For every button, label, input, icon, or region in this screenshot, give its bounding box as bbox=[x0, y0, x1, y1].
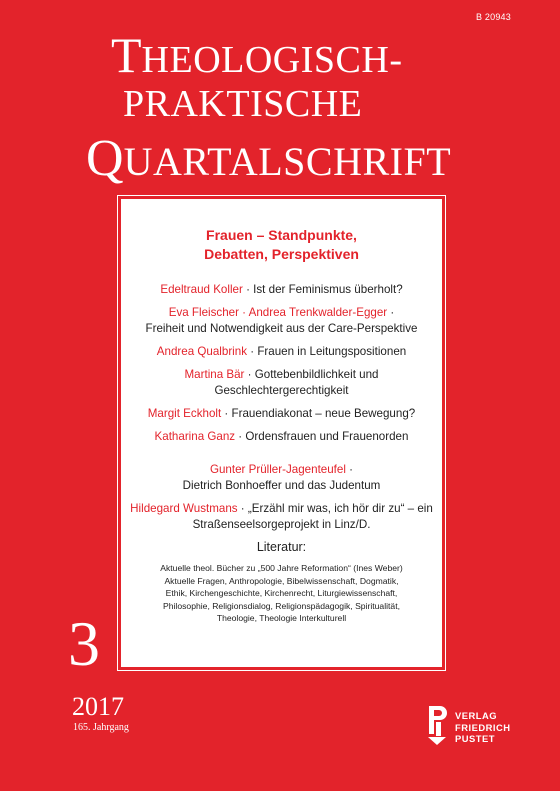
theme-line: Frauen – Standpunkte, bbox=[206, 227, 357, 243]
title-line-3 bbox=[86, 130, 452, 187]
article-title: Freiheit und Notwendigkeit aus der Care-Perspektive bbox=[145, 322, 418, 335]
article-title: „Erzähl mir was, ich hör dir zu“ – ein Straßenseelsorgeprojekt in Linz/D. bbox=[192, 502, 433, 531]
article-title: Ordensfrauen und Frauenorden bbox=[245, 430, 409, 443]
issue-year: 2017 bbox=[72, 692, 124, 721]
article-author: Hildegard Wustmans bbox=[130, 502, 238, 515]
publisher-line: VERLAG bbox=[455, 710, 498, 721]
separator: · bbox=[237, 502, 248, 515]
separator: · bbox=[247, 345, 258, 358]
publisher-name bbox=[455, 710, 511, 745]
article-title: Frauendiakonat – neue Bewegung? bbox=[231, 407, 416, 420]
title-initial: T bbox=[111, 27, 142, 83]
title-line-1 bbox=[111, 27, 403, 83]
issue-number: 3 bbox=[68, 608, 100, 679]
article-author: Edeltraud Koller bbox=[160, 283, 243, 296]
article-title: Ist der Feminismus überholt? bbox=[253, 283, 403, 296]
article-author: Katharina Ganz bbox=[154, 430, 236, 443]
publisher-logo-icon bbox=[426, 704, 448, 746]
article-author: Andrea Qualbrink bbox=[156, 345, 248, 358]
literature-line: Ethik, Kirchengeschichte, Kirchenrecht, Liturgiewissenschaft, bbox=[165, 588, 398, 598]
article-author: Gunter Prüller-Jagenteufel bbox=[209, 463, 346, 476]
theme-line: Debatten, Perspektiven bbox=[204, 246, 359, 262]
separator: · bbox=[235, 430, 246, 443]
literature-line: Philosophie, Religionsdialog, Religionspädagogik, Spiritualität, bbox=[163, 600, 400, 611]
article-entry bbox=[122, 406, 441, 422]
title-rest: HEOLOGISCH- bbox=[141, 39, 403, 81]
catalog-code: B 20943 bbox=[476, 12, 511, 22]
article-entry bbox=[122, 429, 441, 445]
separator: · bbox=[221, 407, 232, 420]
article-entry bbox=[122, 367, 441, 399]
separator: · bbox=[387, 306, 395, 319]
publisher-line: PUSTET bbox=[455, 733, 495, 744]
literature-line: Aktuelle Fragen, Anthropologie, Bibelwissenschaft, Dogmatik, bbox=[164, 575, 399, 586]
literature-line: Theologie, Theologie Interkulturell bbox=[216, 613, 347, 623]
separator: · bbox=[244, 368, 255, 381]
publisher-line: FRIEDRICH bbox=[455, 721, 511, 733]
article-list bbox=[122, 282, 441, 533]
title-rest: UARTALSCHRIFT bbox=[123, 139, 452, 184]
separator: · bbox=[345, 463, 354, 476]
separator: · bbox=[242, 283, 254, 296]
volume-label: 165. Jahrgang bbox=[73, 722, 129, 733]
issue-theme bbox=[122, 226, 441, 264]
title-line-2 bbox=[123, 85, 362, 123]
article-title: Frauen in Leitungspositionen bbox=[257, 345, 407, 358]
article-author: Eva Fleischer · Andrea Trenkwalder-Egger bbox=[168, 306, 388, 319]
literature-list bbox=[122, 562, 441, 625]
article-author: Martina Bär bbox=[184, 368, 245, 381]
article-entry bbox=[122, 344, 441, 360]
article-entry bbox=[122, 282, 441, 298]
article-entry bbox=[122, 501, 441, 533]
title-rest: PRAKTISCHE bbox=[123, 83, 363, 125]
contents-box bbox=[122, 200, 441, 666]
literature-heading: Literatur: bbox=[256, 540, 307, 554]
article-title: Dietrich Bonhoeffer und das Judentum bbox=[182, 479, 381, 492]
title-initial: Q bbox=[86, 130, 124, 187]
article-entry bbox=[122, 462, 441, 494]
article-author: Margit Eckholt bbox=[147, 407, 222, 420]
article-title: Gottebenbildlichkeit und Geschlechtergerechtigkeit bbox=[214, 368, 379, 397]
article-entry bbox=[122, 305, 441, 337]
literature-line: Aktuelle theol. Bücher zu „500 Jahre Reformation“ (Ines Weber) bbox=[160, 563, 403, 573]
